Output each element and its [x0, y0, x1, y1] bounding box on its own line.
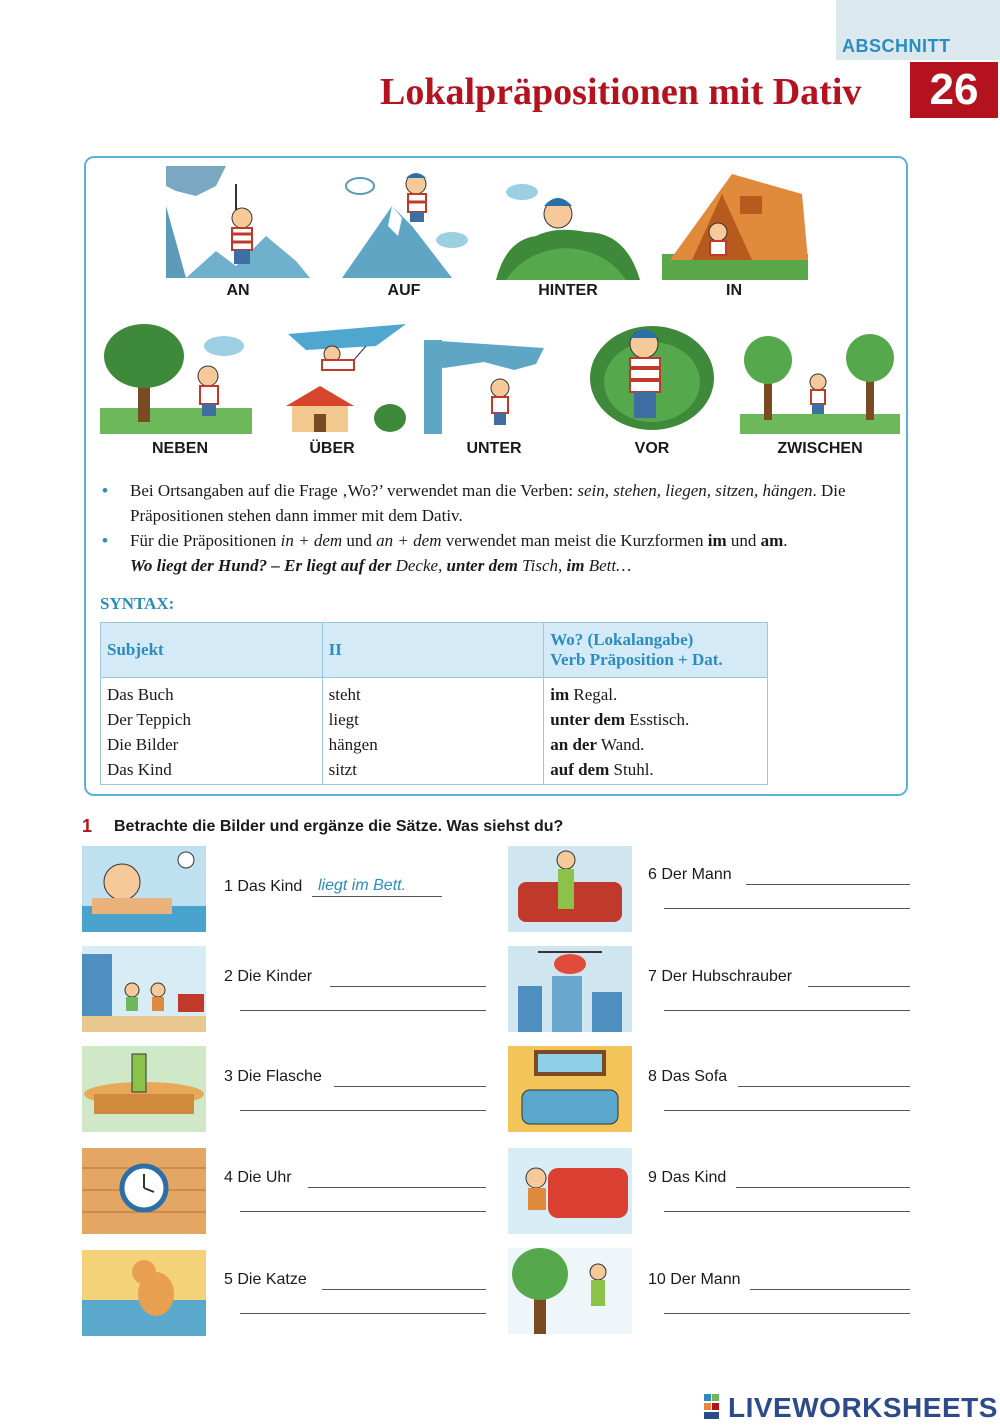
prompt-8: 8 Das Sofa [648, 1068, 728, 1085]
syntax-heading: SYNTAX: [100, 594, 175, 613]
thumb-man-car [508, 846, 632, 932]
prompt-10: 10 Der Mann [648, 1271, 741, 1288]
answer-field-9-line-2[interactable] [664, 1211, 910, 1212]
answer-field-4-line-2[interactable] [240, 1211, 486, 1212]
answer-field-6[interactable] [746, 884, 910, 885]
label-ueber: ÜBER [309, 440, 355, 457]
illustration-neben [100, 316, 252, 434]
answer-field-10[interactable] [750, 1289, 910, 1290]
page-title: Lokalpräpositionen mit Dativ [380, 71, 862, 113]
illustration-in [662, 164, 808, 280]
answer-field-8[interactable] [738, 1086, 910, 1087]
thumb-child-car [508, 1148, 632, 1234]
thumb-helicopter [508, 946, 632, 1032]
answer-field-5-line-2[interactable] [240, 1313, 486, 1314]
answer-field-3-line-2[interactable] [240, 1110, 486, 1111]
prompt-5: 5 Die Katze [224, 1271, 307, 1288]
header-location: Wo? (Lokalangabe) Verb Präposition + Dat. [544, 623, 768, 678]
thumb-clock-wall [82, 1148, 206, 1234]
answer-field-10-line-2[interactable] [664, 1313, 910, 1314]
thumb-children-street [82, 946, 206, 1032]
illustration-vor [586, 318, 718, 434]
bullet-icon: • [102, 481, 108, 500]
label-in: IN [726, 282, 742, 299]
example-sentence: Wo liegt der Hund? – Er liegt auf der Decke, unter dem Tisch, im Bett… [130, 556, 632, 575]
liveworksheets-icon [704, 1394, 726, 1420]
label-vor: VOR [634, 440, 670, 457]
label-auf: AUF [387, 282, 421, 299]
answer-field-2-line-2[interactable] [240, 1010, 486, 1011]
section-label: ABSCHNITT [842, 36, 951, 56]
answer-field-9[interactable] [736, 1187, 910, 1188]
exercise-instruction: Betrachte die Bilder und ergänze die Sätze. Was siehst du? [114, 818, 564, 835]
prompt-3: 3 Die Flasche [224, 1068, 322, 1085]
header-subject: Subjekt [101, 623, 323, 678]
syntax-table [100, 622, 768, 785]
thumb-cat [82, 1250, 206, 1336]
exercise-number: 1 [82, 816, 93, 836]
section-number: 26 [910, 62, 998, 118]
answer-field-1[interactable] [312, 896, 442, 897]
header-verb: II [322, 623, 544, 678]
illustration-ueber [266, 322, 414, 434]
answer-1: liegt im Bett. [318, 877, 407, 894]
thumb-child-in-bed [82, 846, 206, 932]
bullet-icon: • [102, 531, 108, 550]
rule-1: • Bei Ortsangaben auf die Frage ‚Wo?’ verwendet man die Verben: sein, stehen, liegen, sitzen, hängen. Die Präpositionen stehen dann immer mit dem Dativ. [100, 478, 890, 528]
prompt-2: 2 Die Kinder [224, 968, 313, 985]
label-zwischen: ZWISCHEN [777, 440, 863, 457]
liveworksheets-logo[interactable]: LIVEWORKSHEETS [704, 1392, 998, 1424]
thumb-bottle-table [82, 1046, 206, 1132]
answer-field-6-line-2[interactable] [664, 908, 910, 909]
answer-field-4[interactable] [308, 1187, 486, 1188]
label-neben: NEBEN [151, 440, 208, 457]
answer-field-8-line-2[interactable] [664, 1110, 910, 1111]
answer-field-3[interactable] [334, 1086, 486, 1087]
illustration-unter [424, 340, 568, 434]
label-hinter: HINTER [538, 282, 598, 299]
illustration-hinter [496, 176, 640, 280]
answer-field-7[interactable] [808, 986, 910, 987]
rule-2: • Für die Präpositionen in + dem und an + dem verwendet man meist die Kurzformen im und am. Wo liegt der Hund? – Er liegt auf der Decke, unter dem Tisch, im Bett… [100, 528, 890, 578]
illustration-auf [332, 166, 476, 278]
table-header-row [101, 623, 768, 678]
prompt-7: 7 Der Hubschrauber [648, 968, 793, 985]
illustration-zwischen [740, 330, 900, 434]
answer-field-2[interactable] [330, 986, 486, 987]
answer-field-5[interactable] [322, 1289, 486, 1290]
thumb-sofa [508, 1046, 632, 1132]
prompt-6: 6 Der Mann [648, 866, 732, 883]
answer-field-7-line-2[interactable] [664, 1010, 910, 1011]
thumb-man-tree [508, 1248, 632, 1334]
illustration-an [166, 166, 310, 278]
prompt-9: 9 Das Kind [648, 1169, 727, 1186]
label-unter: UNTER [466, 440, 522, 457]
label-an: AN [226, 282, 250, 299]
table-row: Das Buch Der Teppich Die Bilder Das Kind steht liegt hängen sitzt im Regal. unter dem Esstisch. an der Wand. auf dem Stuhl. [101, 678, 768, 785]
prompt-4: 4 Die Uhr [224, 1169, 292, 1186]
prompt-1: 1 Das Kind [224, 878, 303, 895]
grammar-rules [100, 478, 890, 578]
